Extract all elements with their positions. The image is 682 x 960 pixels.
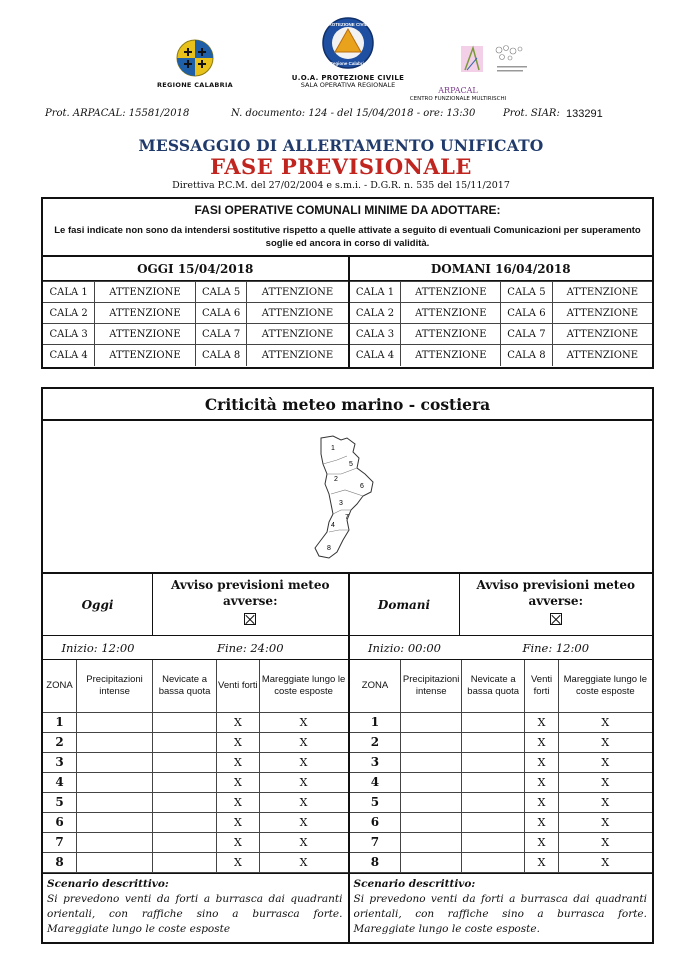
oggi-inizio: Inizio: 12:00 bbox=[61, 641, 135, 655]
venti-cell: X bbox=[217, 772, 260, 792]
domani-avviso-checkbox bbox=[550, 613, 562, 625]
zona-cell: 3 bbox=[43, 752, 76, 772]
venti-cell: X bbox=[217, 712, 260, 732]
mareggiate-cell: X bbox=[558, 812, 652, 832]
zona-cell: 3 bbox=[350, 752, 401, 772]
map-zone-label: 5 bbox=[349, 461, 353, 468]
venti-cell: X bbox=[525, 852, 558, 872]
col-venti: Venti forti bbox=[525, 660, 558, 712]
mareggiate-cell: X bbox=[558, 852, 652, 872]
oggi-fine: Fine: 24:00 bbox=[216, 641, 284, 655]
zona-cell: 1 bbox=[43, 712, 76, 732]
header-logos bbox=[0, 0, 682, 100]
precip-cell bbox=[76, 852, 152, 872]
nevicate-cell bbox=[153, 852, 217, 872]
precip-cell bbox=[76, 772, 152, 792]
cala-phase: ATTENZIONE bbox=[95, 282, 195, 303]
main-title: MESSAGGIO DI ALLERTAMENTO UNIFICATO bbox=[138, 136, 544, 155]
table-row bbox=[350, 345, 653, 366]
col-zona: ZONA bbox=[43, 660, 76, 712]
cala-zone: CALA 5 bbox=[501, 282, 552, 303]
precip-cell bbox=[76, 812, 152, 832]
map-zone-label: 6 bbox=[360, 483, 364, 490]
oggi-avviso-checkbox bbox=[244, 613, 256, 625]
venti-cell: X bbox=[525, 832, 558, 852]
table-row bbox=[350, 712, 653, 732]
cala-phase: ATTENZIONE bbox=[552, 282, 652, 303]
oggi-forecast bbox=[43, 574, 348, 943]
nevicate-cell bbox=[461, 812, 525, 832]
nevicate-cell bbox=[461, 712, 525, 732]
zona-cell: 7 bbox=[350, 832, 401, 852]
cala-zone: CALA 2 bbox=[43, 303, 95, 324]
venti-cell: X bbox=[217, 752, 260, 772]
prot-arpacal: Prot. ARPACAL: 15581/2018 bbox=[45, 108, 190, 119]
col-mareggiate: Mareggiate lungo le coste esposte bbox=[259, 660, 347, 712]
zona-cell: 2 bbox=[43, 732, 76, 752]
arpacal-emblem-icon bbox=[443, 42, 533, 82]
map-zone-label: 8 bbox=[327, 545, 331, 552]
oggi-label: OGGI 15/04/2018 bbox=[43, 257, 348, 281]
nevicate-cell bbox=[461, 772, 525, 792]
cala-zone: CALA 6 bbox=[501, 303, 552, 324]
precip-cell bbox=[76, 712, 152, 732]
cala-zone: CALA 8 bbox=[501, 345, 552, 366]
precip-cell bbox=[401, 852, 462, 872]
fase-title: FASE PREVISIONALE bbox=[210, 154, 472, 179]
domani-scenario-text: Si prevedono venti da forti a burrasca dai quadranti orientali, con raffiche sino a burrasca forte. Mareggiate lungo le coste esposte. bbox=[353, 892, 647, 935]
table-row bbox=[350, 303, 653, 324]
domani-label: DOMANI 16/04/2018 bbox=[350, 257, 653, 281]
zona-cell: 7 bbox=[43, 832, 76, 852]
mareggiate-cell: X bbox=[259, 772, 347, 792]
table-row bbox=[350, 772, 653, 792]
mareggiate-cell: X bbox=[259, 852, 347, 872]
cala-zone: CALA 1 bbox=[350, 282, 401, 303]
protocol-line bbox=[0, 108, 682, 124]
cala-phase: ATTENZIONE bbox=[552, 303, 652, 324]
map-zone-label: 3 bbox=[339, 500, 343, 507]
cala-phase: ATTENZIONE bbox=[95, 303, 195, 324]
prot-siar-value: 133291 bbox=[566, 108, 603, 120]
nevicate-cell bbox=[461, 792, 525, 812]
arpacal-caption: CENTRO FUNZIONALE MULTIRISCHI bbox=[409, 95, 507, 102]
cala-zone: CALA 7 bbox=[195, 324, 247, 345]
domani-fine: Fine: 12:00 bbox=[522, 641, 590, 655]
oggi-cala-table bbox=[43, 281, 348, 366]
table-row bbox=[350, 324, 653, 345]
cala-zone: CALA 5 bbox=[195, 282, 247, 303]
table-row bbox=[350, 752, 653, 772]
domani-scenario bbox=[350, 873, 653, 943]
table-row bbox=[43, 282, 348, 303]
col-venti: Venti forti bbox=[217, 660, 260, 712]
table-row bbox=[43, 832, 348, 852]
nevicate-cell bbox=[461, 852, 525, 872]
calabria-map-icon bbox=[307, 434, 387, 564]
table-row bbox=[43, 324, 348, 345]
documento-number: N. documento: 124 - del 15/04/2018 - ore: 13:30 bbox=[231, 108, 476, 119]
oggi-day-label: Oggi bbox=[43, 574, 153, 635]
cala-phase: ATTENZIONE bbox=[95, 324, 195, 345]
table-row bbox=[43, 303, 348, 324]
cala-phase: ATTENZIONE bbox=[401, 345, 501, 366]
map-zone-label: 4 bbox=[331, 522, 335, 529]
cala-phase: ATTENZIONE bbox=[247, 282, 348, 303]
nevicate-cell bbox=[153, 792, 217, 812]
domani-cala-table bbox=[350, 281, 653, 366]
precip-cell bbox=[401, 832, 462, 852]
zona-cell: 8 bbox=[350, 852, 401, 872]
pc-badge-top-text: PROTEZIONE CIVILE bbox=[325, 22, 371, 27]
table-row bbox=[43, 732, 348, 752]
oggi-fasi bbox=[43, 257, 348, 367]
mareggiate-cell: X bbox=[558, 732, 652, 752]
table-row bbox=[43, 752, 348, 772]
zona-cell: 4 bbox=[350, 772, 401, 792]
zona-cell: 4 bbox=[43, 772, 76, 792]
cala-zone: CALA 7 bbox=[501, 324, 552, 345]
table-row bbox=[350, 282, 653, 303]
cala-phase: ATTENZIONE bbox=[247, 345, 348, 366]
col-precipitazioni: Precipitazioni intense bbox=[401, 660, 462, 712]
domani-avviso-label: Avviso previsioni meteo avverse: bbox=[476, 578, 635, 608]
cala-phase: ATTENZIONE bbox=[552, 345, 652, 366]
direttiva-line: Direttiva P.C.M. del 27/02/2004 e s.m.i. - D.G.R. n. 535 del 15/11/2017 bbox=[172, 180, 510, 191]
col-nevicate: Nevicate a bassa quota bbox=[153, 660, 217, 712]
nevicate-cell bbox=[153, 812, 217, 832]
mareggiate-cell: X bbox=[259, 752, 347, 772]
venti-cell: X bbox=[217, 832, 260, 852]
col-mareggiate: Mareggiate lungo le coste esposte bbox=[558, 660, 652, 712]
fasi-note: Le fasi indicate non sono da intendersi sostitutive rispetto a quelle attivate a seguito di eventuali Comunicazioni per superamento soglie ed ancora in corso di validità. bbox=[43, 221, 652, 257]
nevicate-cell bbox=[153, 712, 217, 732]
nevicate-cell bbox=[153, 832, 217, 852]
venti-cell: X bbox=[525, 792, 558, 812]
nevicate-cell bbox=[461, 752, 525, 772]
prot-siar-label: Prot. SIAR: bbox=[503, 108, 560, 119]
mareggiate-cell: X bbox=[558, 712, 652, 732]
oggi-scenario bbox=[43, 873, 348, 943]
table-row bbox=[43, 852, 348, 872]
regione-calabria-logo bbox=[150, 38, 240, 90]
zona-cell: 6 bbox=[350, 812, 401, 832]
table-row bbox=[350, 812, 653, 832]
venti-cell: X bbox=[525, 772, 558, 792]
arpacal-logo bbox=[408, 42, 568, 102]
venti-cell: X bbox=[525, 712, 558, 732]
domani-forecast bbox=[348, 574, 653, 943]
cala-zone: CALA 4 bbox=[43, 345, 95, 366]
oggi-scenario-label: Scenario descrittivo: bbox=[47, 877, 169, 890]
mareggiate-cell: X bbox=[558, 772, 652, 792]
zona-cell: 6 bbox=[43, 812, 76, 832]
fasi-title: FASI OPERATIVE COMUNALI MINIME DA ADOTTARE: bbox=[194, 203, 501, 217]
table-row bbox=[43, 812, 348, 832]
table-row bbox=[43, 772, 348, 792]
oggi-avviso-label: Avviso previsioni meteo avverse: bbox=[171, 578, 330, 608]
mareggiate-cell: X bbox=[558, 792, 652, 812]
table-row bbox=[350, 732, 653, 752]
precip-cell bbox=[76, 752, 152, 772]
cala-zone: CALA 3 bbox=[43, 324, 95, 345]
precip-cell bbox=[401, 712, 462, 732]
nevicate-cell bbox=[153, 752, 217, 772]
cala-zone: CALA 3 bbox=[350, 324, 401, 345]
venti-cell: X bbox=[217, 792, 260, 812]
mareggiate-cell: X bbox=[259, 812, 347, 832]
protezione-civile-emblem-icon bbox=[321, 16, 375, 70]
mareggiate-cell: X bbox=[259, 792, 347, 812]
cala-phase: ATTENZIONE bbox=[401, 324, 501, 345]
cala-phase: ATTENZIONE bbox=[247, 324, 348, 345]
oggi-zone-table bbox=[43, 660, 348, 873]
cala-phase: ATTENZIONE bbox=[247, 303, 348, 324]
nevicate-cell bbox=[461, 832, 525, 852]
precip-cell bbox=[401, 792, 462, 812]
venti-cell: X bbox=[525, 752, 558, 772]
map-zone-label: 1 bbox=[331, 445, 335, 452]
zona-cell: 1 bbox=[350, 712, 401, 732]
protezione-civile-logo bbox=[278, 16, 418, 90]
table-row bbox=[350, 852, 653, 872]
criticita-title: Criticità meteo marino - costiera bbox=[43, 389, 652, 421]
nevicate-cell bbox=[461, 732, 525, 752]
precip-cell bbox=[401, 752, 462, 772]
mareggiate-cell: X bbox=[259, 832, 347, 852]
cala-zone: CALA 2 bbox=[350, 303, 401, 324]
col-precipitazioni: Precipitazioni intense bbox=[76, 660, 152, 712]
domani-zone-table bbox=[350, 660, 653, 873]
zona-cell: 5 bbox=[350, 792, 401, 812]
arpacal-name: ARPACAL bbox=[438, 86, 478, 95]
regione-caption: REGIONE CALABRIA bbox=[156, 81, 234, 89]
cala-zone: CALA 8 bbox=[195, 345, 247, 366]
cala-phase: ATTENZIONE bbox=[95, 345, 195, 366]
table-row bbox=[43, 712, 348, 732]
mareggiate-cell: X bbox=[259, 712, 347, 732]
zona-cell: 5 bbox=[43, 792, 76, 812]
criticita-box bbox=[41, 387, 654, 944]
cala-zone: CALA 4 bbox=[350, 345, 401, 366]
zone-map bbox=[43, 421, 652, 574]
nevicate-cell bbox=[153, 772, 217, 792]
regione-emblem-icon bbox=[175, 38, 215, 78]
cala-phase: ATTENZIONE bbox=[401, 303, 501, 324]
mareggiate-cell: X bbox=[259, 732, 347, 752]
table-row bbox=[350, 832, 653, 852]
zona-cell: 8 bbox=[43, 852, 76, 872]
col-zona: ZONA bbox=[350, 660, 401, 712]
precip-cell bbox=[401, 772, 462, 792]
fasi-operative-box bbox=[41, 197, 654, 369]
cala-zone: CALA 1 bbox=[43, 282, 95, 303]
nevicate-cell bbox=[153, 732, 217, 752]
venti-cell: X bbox=[525, 732, 558, 752]
col-nevicate: Nevicate a bassa quota bbox=[461, 660, 525, 712]
cala-phase: ATTENZIONE bbox=[401, 282, 501, 303]
domani-scenario-label: Scenario descrittivo: bbox=[353, 877, 476, 890]
precip-cell bbox=[76, 792, 152, 812]
precip-cell bbox=[76, 732, 152, 752]
venti-cell: X bbox=[525, 812, 558, 832]
precip-cell bbox=[401, 732, 462, 752]
cala-phase: ATTENZIONE bbox=[552, 324, 652, 345]
domani-inizio: Inizio: 00:00 bbox=[368, 641, 441, 655]
precip-cell bbox=[76, 832, 152, 852]
zona-cell: 2 bbox=[350, 732, 401, 752]
pc-badge-bottom-text: Regione Calabria bbox=[329, 61, 367, 66]
venti-cell: X bbox=[217, 812, 260, 832]
table-row bbox=[43, 792, 348, 812]
venti-cell: X bbox=[217, 732, 260, 752]
oggi-scenario-text: Si prevedono venti da forti a burrasca dai quadranti orientali, con raffiche sino a burrasca forte. Mareggiate lungo le coste esposte bbox=[47, 892, 343, 935]
pc-caption-2: SALA OPERATIVA REGIONALE bbox=[300, 81, 396, 90]
venti-cell: X bbox=[217, 852, 260, 872]
domani-day-label: Domani bbox=[350, 574, 460, 635]
mareggiate-cell: X bbox=[558, 752, 652, 772]
pc-caption-1: U.O.A. PROTEZIONE CIVILE bbox=[291, 74, 405, 82]
mareggiate-cell: X bbox=[558, 832, 652, 852]
cala-zone: CALA 6 bbox=[195, 303, 247, 324]
map-zone-label: 2 bbox=[334, 476, 338, 483]
domani-fasi bbox=[348, 257, 653, 367]
table-row bbox=[43, 345, 348, 366]
map-zone-label: 7 bbox=[345, 514, 349, 521]
precip-cell bbox=[401, 812, 462, 832]
table-row bbox=[350, 792, 653, 812]
